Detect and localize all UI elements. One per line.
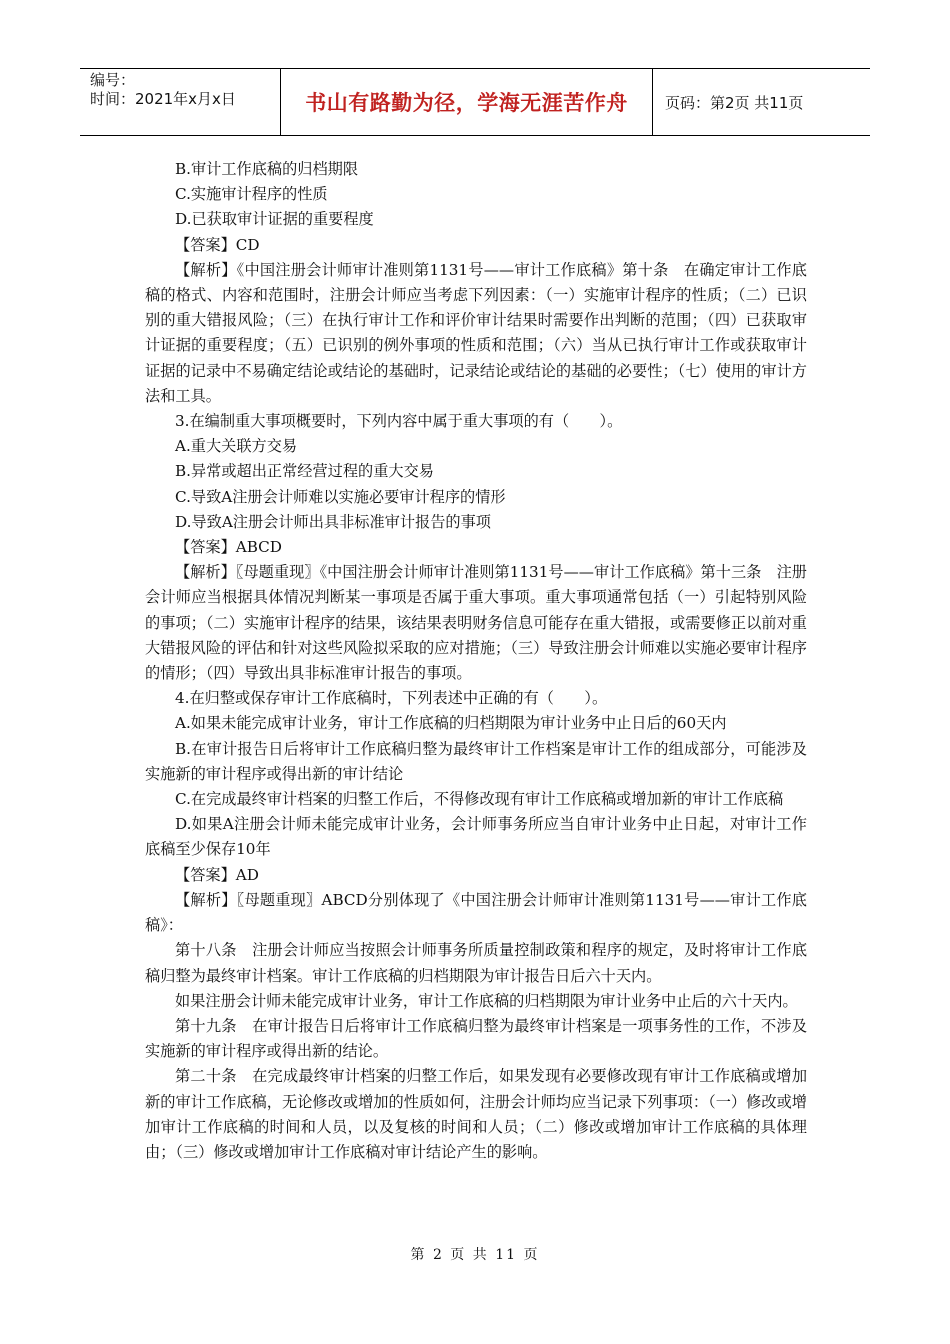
paragraph: D.已获取审计证据的重要程度 [175,210,374,229]
header-motto: 书山有路勤为径，学海无涯苦作舟 [305,91,628,115]
option-paragraph: D.导致A注册会计师出具非标准审计报告的事项 [175,512,491,531]
header-meta [80,69,281,135]
option-paragraph: A.重大关联方交易 [175,437,298,456]
article-paragraph: 第十九条 在审计报告日后将审计工作底稿归整为最终审计档案是一项事务性的工作，不涉及实施新的审计程序或得出新的结论。 [145,1016,807,1061]
article-paragraph: 第十八条 注册会计师应当按照会计师事务所质量控制政策和程序的规定，及时将审计工作底稿归整为最终审计档案。审计工作底稿的归档期限为审计报告日后六十天内。 [145,941,807,985]
explanation-paragraph: 【解析】〖母题重现〗《中国注册会计师审计准则第1131号——审计工作底稿》第十三条 注册会计师应当根据具体情况判断某一事项是否属于重大事项。重大事项通常包括（一）引起特别风险的事项；（二）实施审计程序的结果，该结果表明财务信息可能存在重大错报，或需要修正以前对重大错报风险的评估和针对这些风险拟采取的应对措施；（三）导致注册会计师难以实施必要审计程序的情形；（四）导致出具非标准审计报告的事项。 [145,563,807,683]
option-paragraph: C.在完成最终审计档案的归整工作后，不得修改现有审计工作底稿或增加新的审计工作底稿 [175,790,784,809]
explanation-paragraph: 【解析】《中国注册会计师审计准则第1131号——审计工作底稿》第十条 在确定审计工作底稿的格式、内容和范围时，注册会计师应当考虑下列因素：（一）实施审计程序的性质；（二）已识别的重大错报风险；（三）在执行审计工作和评价审计结果时需要作出判断的范围；（四）已获取审计证据的重要程度；（五）已识别的例外事项的性质和范围；（六）当从已执行审计工作或获取审计证据的记录中不易确定结论或结论的基础时，记录结论或结论的基础的必要性；（七）使用的审计方法和工具。 [145,260,807,405]
page-header [80,68,870,136]
option-paragraph: A.如果未能完成审计业务，审计工作底稿的归档期限为审计业务中止日后的60天内 [175,714,727,733]
header-motto-cell [281,69,653,135]
answer-line: 【答案】AD [175,865,259,884]
question-paragraph: 3.在编制重大事项概要时，下列内容中属于重大事项的有（ ）。 [175,412,623,431]
document-body [145,157,807,1165]
answer-line: 【答案】CD [175,235,260,254]
option-paragraph: D.如果A注册会计师未能完成审计业务，会计师事务所应当自审计业务中止日起，对审计工作底稿至少保存10年 [145,815,807,859]
option-paragraph: B.在审计报告日后将审计工作底稿归整为最终审计工作档案是审计工作的组成部分，可能涉及实施新的审计程序或得出新的审计结论 [145,739,807,783]
document-number-label: 编号： [90,71,136,89]
option-paragraph: C.导致A注册会计师难以实施必要审计程序的情形 [175,487,506,506]
paragraph: B.审计工作底稿的归档期限 [175,160,359,178]
document-date-label: 时间：2021年x月x日 [90,90,236,108]
explanation-paragraph: 【解析】〖母题重现〗ABCD分别体现了《中国注册会计师审计准则第1131号——审计工作底稿》： [145,890,807,935]
header-page-number: 页码：第2页 共11页 [665,93,804,112]
question-paragraph: 4.在归整或保存审计工作底稿时，下列表述中正确的有（ ）。 [175,689,608,708]
article-paragraph: 第二十条 在完成最终审计档案的归整工作后，如果发现有必要修改现有审计工作底稿或增加新的审计工作底稿，无论修改或增加的性质如何，注册会计师均应当记录下列事项：（一）修改或增加审计工作底稿的时间和人员，以及复核的时间和人员；（二）修改或增加审计工作底稿的具体理由；（三）修改或增加审计工作底稿对审计结论产生的影响。 [145,1067,807,1161]
option-paragraph: B.异常或超出正常经营过程的重大交易 [175,462,434,481]
page-footer: 第 2 页 共 11 页 [410,1247,540,1263]
answer-line: 【答案】ABCD [175,538,282,557]
article-paragraph: 如果注册会计师未能完成审计业务，审计工作底稿的归档期限为审计业务中止后的六十天内。 [175,991,798,1010]
paragraph: C.实施审计程序的性质 [175,185,328,204]
header-page-cell [653,69,870,135]
